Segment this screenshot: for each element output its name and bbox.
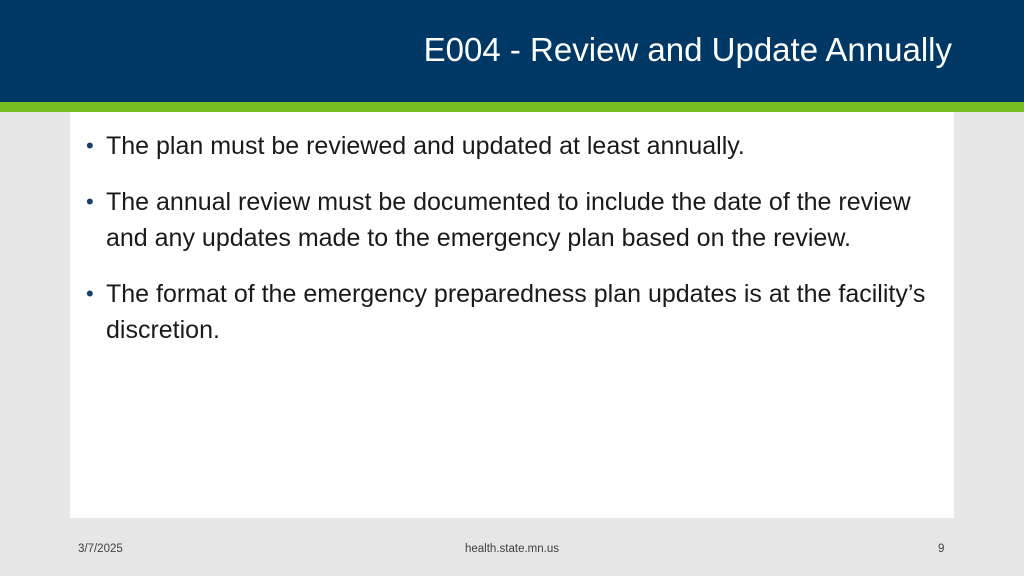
bullet-text: The annual review must be documented to include the date of the review and any updates made to the emergency plan based on the review. <box>106 188 911 252</box>
bullet-item <box>86 184 936 256</box>
header-accent-stripe <box>0 102 1024 112</box>
footer-site: health.state.mn.us <box>465 543 559 555</box>
bullet-item <box>86 128 936 164</box>
bullet-marker: • <box>86 189 94 214</box>
bullet-marker: • <box>86 281 94 306</box>
footer-date: 3/7/2025 <box>78 543 123 555</box>
bullet-marker: • <box>86 133 94 158</box>
bullet-text: The plan must be reviewed and updated at least annually. <box>106 132 745 160</box>
bullet-list <box>86 128 936 368</box>
bullet-text: The format of the emergency preparedness plan updates is at the facility’s discretion. <box>106 280 926 344</box>
slide-title: E004 - Review and Update Annually <box>423 31 952 68</box>
footer-page-number: 9 <box>938 543 945 555</box>
bullet-item <box>86 276 936 348</box>
slide-header <box>0 0 1024 102</box>
slide-content-panel <box>70 112 954 518</box>
